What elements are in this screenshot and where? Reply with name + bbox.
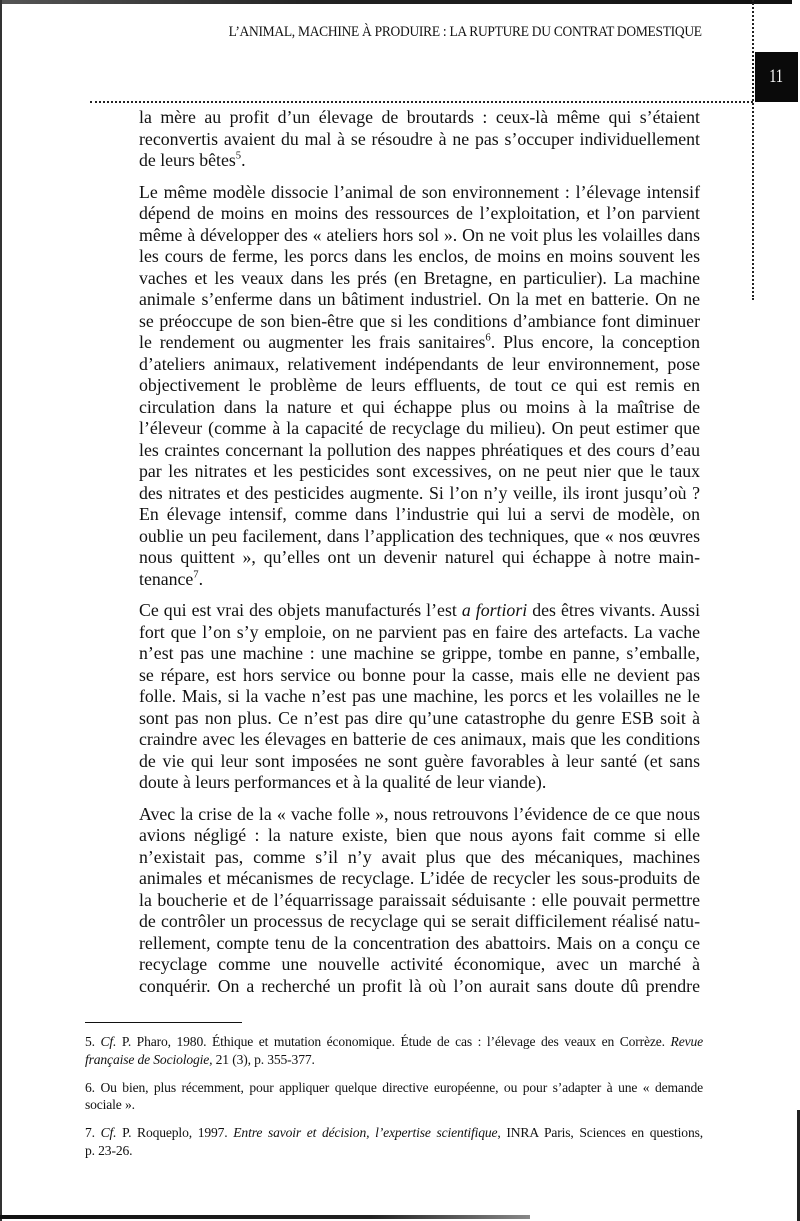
text-run: par les nitrates et les pesticides sont excessives, on ne peut nier que le taux [139, 461, 700, 481]
footnote-reference: 7 [193, 568, 199, 581]
text-run: folle. Mais, si la vache n’est pas une machine, les porcs et les volailles ne le [139, 686, 700, 706]
text-line [139, 890, 700, 912]
footnote [85, 1079, 703, 1115]
text-line [139, 483, 700, 505]
text-run: nous quittent », qu’elles ont un devenir naturel qui échappe à notre main- [139, 547, 700, 567]
text-run: animales et mécanismes de recyclage. L’idée de recycler les sous-produits de [139, 868, 700, 888]
text-run: . Plus encore, la conception [490, 332, 700, 352]
text-run: 6. Ou bien, plus récemment, pour appliquer quelque directive européenne, ou pour s’adapter à une « demande [85, 1079, 703, 1095]
text-line [139, 954, 700, 976]
text-run: se répare, est hors service ou bonne pour la casse, mais elle ne devient pas [139, 664, 700, 685]
text-run: vaches et les veaux dans les prés (en Bretagne, en particulier). La machine [139, 267, 700, 288]
text-run: circulation dans la nature et qui échappe plus ou moins à la maîtrise de [139, 396, 700, 417]
text-line [139, 847, 700, 869]
text-run: des nitrates et des pesticides augmente. Si l’on n’y veille, ils iront jusqu’où ? [139, 482, 700, 503]
text-run: Avec la crise de la « vache folle », nous retrouvons l’évidence de ce que nous [139, 803, 700, 824]
text-run: le rendement ou augmenter les frais sanitaires [139, 332, 486, 352]
text-line [139, 643, 700, 665]
text-line [139, 600, 700, 622]
text-run: sont pas non plus. Ce n’est pas dire qu’une catastrophe du genre ESB soit à [139, 707, 700, 728]
text-run: p. 23-26. [85, 1142, 133, 1158]
footnotes [85, 1033, 703, 1170]
text-run: la boucherie et de l’équarrissage paraissait séduisante : elle pouvait permettre [139, 889, 700, 910]
text-line [85, 1142, 703, 1160]
text-run: de leurs bêtes [139, 150, 236, 170]
text-line [139, 622, 700, 644]
text-line [85, 1079, 703, 1097]
text-line [139, 268, 700, 290]
text-line [139, 397, 700, 419]
text-line [139, 868, 700, 890]
text-run: animale s’enferme dans un bâtiment industriel. On la met en batterie. On ne [139, 289, 700, 309]
text-run: , INRA Paris, Sciences en questions, [497, 1125, 703, 1141]
text-line [139, 569, 700, 591]
text-run: des êtres vivants. Aussi [527, 600, 701, 620]
text-run: la mère au profit d’un élevage de broutards : ceux-là même qui s’étaient [139, 107, 700, 127]
text-run: Ce qui est vrai des objets manufacturés l’est [139, 600, 462, 620]
text-line [139, 203, 700, 225]
text-run: même à développer des « ateliers hors sol ». On ne voit plus les volailles dans [139, 224, 700, 245]
text-line [139, 461, 700, 483]
text-line [139, 311, 700, 333]
header-dotted-rule [90, 101, 753, 103]
paragraph [139, 182, 700, 591]
text-line [139, 526, 700, 548]
italic-text: Cf. [100, 1125, 117, 1141]
text-run: n’est pas une machine : une machine se grippe, tombe en panne, s’emballe, [139, 643, 700, 663]
text-line [139, 246, 700, 268]
text-run: n’existait pas, comme s’il n’y avait plus que des mécaniques, machines [139, 846, 700, 867]
text-line [139, 504, 700, 526]
text-run: En élevage intensif, comme dans l’industrie qui lui a servi de modèle, on [139, 504, 700, 524]
text-line [85, 1051, 703, 1069]
text-line [139, 804, 700, 826]
page-number-tab [755, 52, 798, 102]
text-run: se préoccupe de son bien-être que si les conditions d’ambiance font diminuer [139, 310, 700, 331]
text-run: recyclage comme une nouvelle activité économique, avec un marché à [139, 954, 700, 974]
text-line [139, 354, 700, 376]
text-line [85, 1124, 703, 1142]
text-run: de contrôler un processus de recyclage qui se serait difficilement réalisé natu- [139, 911, 700, 931]
text-line [139, 289, 700, 311]
italic-text: Entre savoir et décision, l’expertise scientifique [233, 1125, 498, 1141]
italic-text: Revue [670, 1034, 703, 1049]
text-run: rellement, compte tenu de la concentration des abattoirs. Mais on a conçu ce [139, 932, 700, 953]
text-line [139, 107, 700, 129]
text-run: 21 (3), p. 355-377. [212, 1051, 315, 1067]
text-run: les craintes concernant la pollution des nappes phréatiques et des cours d’eau [139, 439, 700, 460]
italic-text: Cf. [100, 1034, 117, 1049]
footnote [85, 1033, 703, 1069]
text-line [139, 772, 700, 794]
italic-text: a fortiori [461, 600, 528, 620]
text-line [139, 225, 700, 247]
footnote-separator [85, 1022, 242, 1023]
text-run: fort que l’on s’y emploie, on ne parvient pas en faire des artefacts. La vache [139, 621, 700, 642]
text-run: tenance [139, 568, 194, 589]
footnote-reference: 5 [235, 149, 242, 162]
text-run: les cours de ferme, les porcs dans les enclos, de moins en moins souvent les [139, 246, 700, 266]
text-line [139, 665, 700, 687]
text-run: Le même modèle dissocie l’animal de son environnement : l’élevage intensif [139, 181, 700, 202]
text-run: de vie qui leur sont imposées ne sont guère favorables à leur santé (et sans [139, 750, 700, 771]
paragraph [139, 600, 700, 794]
text-line [139, 933, 700, 955]
text-run: dépend de moins en moins des ressources de l’exploitation, et l’on parvient [139, 203, 700, 223]
text-line [139, 418, 700, 440]
text-run: craindre avec les élevages en batterie de ces animaux, mais que les conditions [139, 729, 700, 749]
text-line [139, 129, 700, 151]
text-run: sociale ». [85, 1097, 135, 1113]
margin-dotted-rule-vertical [752, 0, 754, 300]
text-line [139, 708, 700, 730]
page-number: 11 [769, 66, 784, 87]
text-run: l’éleveur (comme à la capacité de recyclage du milieu). On peut estimer que [139, 418, 700, 438]
text-run: . [198, 568, 204, 589]
page-bottom-border [0, 1215, 530, 1219]
text-line [139, 976, 700, 998]
text-run: conquérir. On a recherché un profit là où l’on aurait sans doute dû prendre [139, 975, 700, 996]
text-run: doute à leurs performances et à la qualité de leur viande). [139, 772, 547, 792]
text-line [139, 911, 700, 933]
text-line [139, 751, 700, 773]
paragraph [139, 107, 700, 172]
text-line [139, 825, 700, 847]
running-title: L’ANIMAL, MACHINE À PRODUIRE : LA RUPTURE DU CONTRAT DOMESTIQUE [228, 24, 702, 40]
text-run: objectivement le problème de leurs effluents, de tout ce qui est remis en [139, 375, 700, 395]
text-line [85, 1033, 703, 1051]
text-run: d’ateliers animaux, relativement indépendants de leur environnement, pose [139, 353, 700, 374]
page-top-border [0, 0, 792, 4]
text-run: oublie un peu facilement, dans l’application des techniques, que « nos œuvres [139, 525, 700, 546]
text-line [85, 1096, 703, 1114]
body-text [139, 107, 700, 1007]
footnote [85, 1124, 703, 1160]
text-line [139, 547, 700, 569]
italic-text: française de Sociologie, [85, 1051, 213, 1067]
page-left-border [0, 0, 2, 1221]
text-run: avions négligé : la nature existe, bien que nous ayons fait comme si elle [139, 825, 700, 845]
text-run: 5. [85, 1034, 101, 1049]
text-run: P. Roqueplo, 1997. [116, 1125, 234, 1141]
text-line [139, 150, 700, 172]
text-run: P. Pharo, 1980. Éthique et mutation économique. Étude de cas : l’élevage des veaux en Corrèze. [116, 1034, 671, 1049]
text-run: reconvertis avaient du mal à se résoudre à ne pas s’occuper individuellement [139, 128, 700, 149]
paragraph [139, 804, 700, 998]
footnote-reference: 6 [485, 331, 491, 344]
text-line [139, 686, 700, 708]
text-line [139, 182, 700, 204]
text-run: 7. [85, 1125, 101, 1141]
text-line [139, 440, 700, 462]
text-line [139, 375, 700, 397]
text-line [139, 729, 700, 751]
text-run: . [241, 150, 246, 170]
text-line [139, 332, 700, 354]
